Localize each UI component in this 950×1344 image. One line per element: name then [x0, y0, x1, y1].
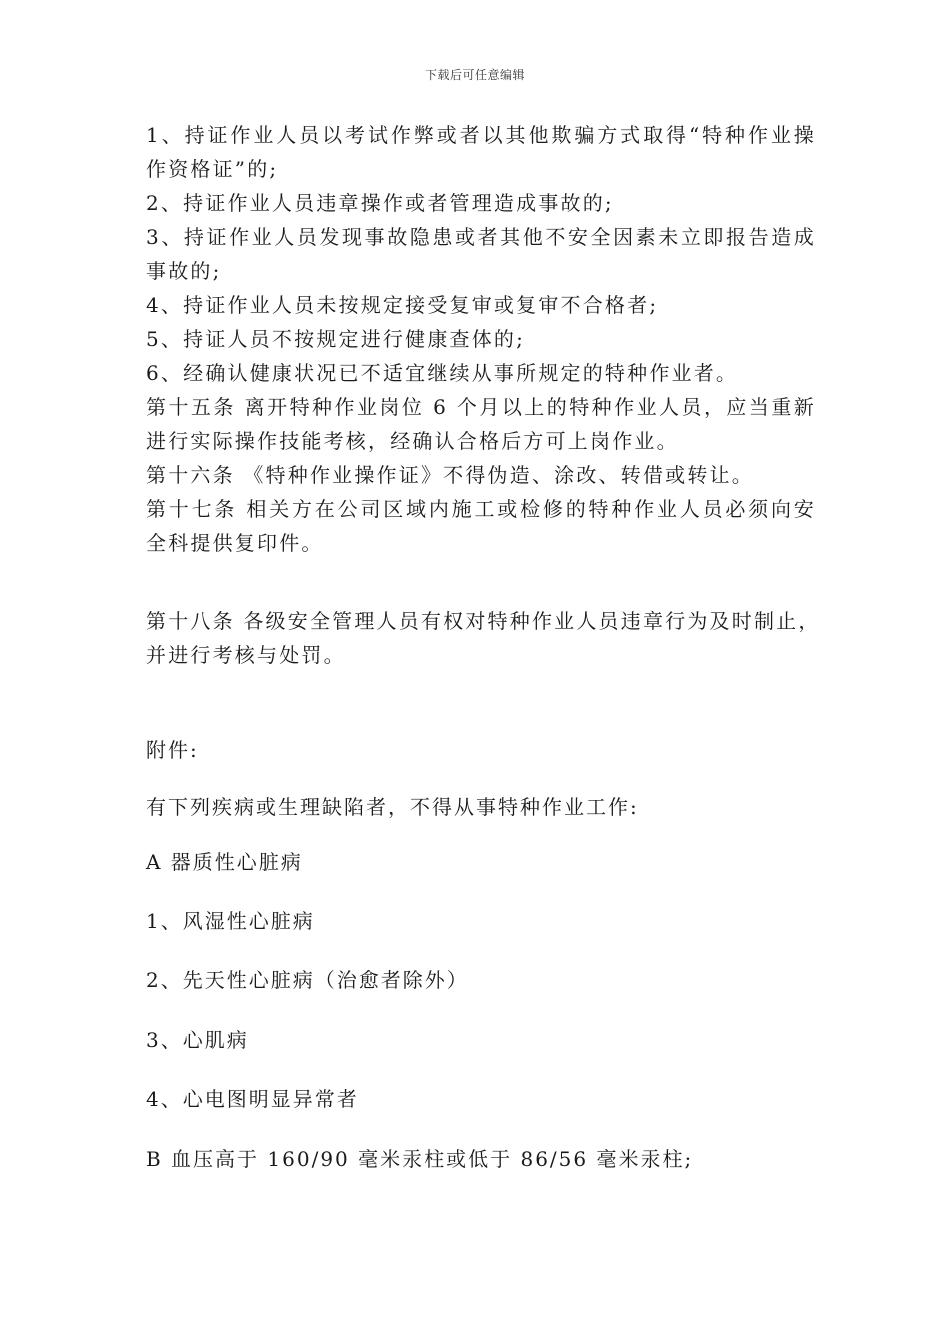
header-note: 下载后可任意编辑 — [424, 68, 525, 82]
article-18-line2: 并进行考核与处罚。 — [146, 643, 346, 667]
article-17-line2: 全科提供复印件。 — [146, 531, 324, 555]
article-body — [146, 118, 816, 560]
appendix-item-a3: 3、心肌病 — [146, 1028, 249, 1052]
list-item-6: 6、经确认健康状况已不适宜继续从事所规定的特种作业者。 — [146, 361, 739, 385]
appendix-intro: 有下列疾病或生理缺陷者，不得从事特种作业工作: — [146, 795, 639, 819]
list-item-1-line2: 作资格证”的; — [146, 157, 279, 181]
article-15-line1: 第十五条 离开特种作业岗位 6 个月以上的特种作业人员，应当重新 — [146, 395, 816, 419]
article-17-line1: 第十七条 相关方在公司区域内施工或检修的特种作业人员必须向安 — [146, 497, 816, 521]
article-16: 第十六条 《特种作业操作证》不得伪造、涂改、转借或转让。 — [146, 463, 754, 487]
list-item-2: 2、持证作业人员违章操作或者管理造成事故的; — [146, 191, 614, 215]
article-15-line2: 进行实际操作技能考核，经确认合格后方可上岗作业。 — [146, 429, 679, 453]
appendix-item-a1: 1、风湿性心脏病 — [146, 909, 315, 933]
appendix-item-a4: 4、心电图明显异常者 — [146, 1087, 359, 1111]
article-18 — [146, 604, 821, 672]
list-item-3-line2: 事故的; — [146, 259, 222, 283]
list-item-3-line1: 3、持证作业人员发现事故隐患或者其他不安全因素未立即报告造成 — [146, 225, 816, 249]
appendix-item-a2: 2、先天性心脏病（治愈者除外） — [146, 968, 469, 992]
list-item-5: 5、持证人员不按规定进行健康查体的; — [146, 327, 526, 351]
list-item-1-line1: 1、持证作业人员以考试作弊或者以其他欺骗方式取得“特种作业操 — [146, 123, 816, 147]
list-item-4: 4、持证作业人员未按规定接受复审或复审不合格者; — [146, 293, 659, 317]
appendix-section-a: A 器质性心脏病 — [146, 850, 303, 874]
appendix-title: 附件: — [146, 738, 199, 762]
appendix-section-b: B 血压高于 160/90 毫米汞柱或低于 86/56 毫米汞柱; — [146, 1147, 694, 1171]
article-18-line1: 第十八条 各级安全管理人员有权对特种作业人员违章行为及时制止， — [146, 609, 821, 633]
